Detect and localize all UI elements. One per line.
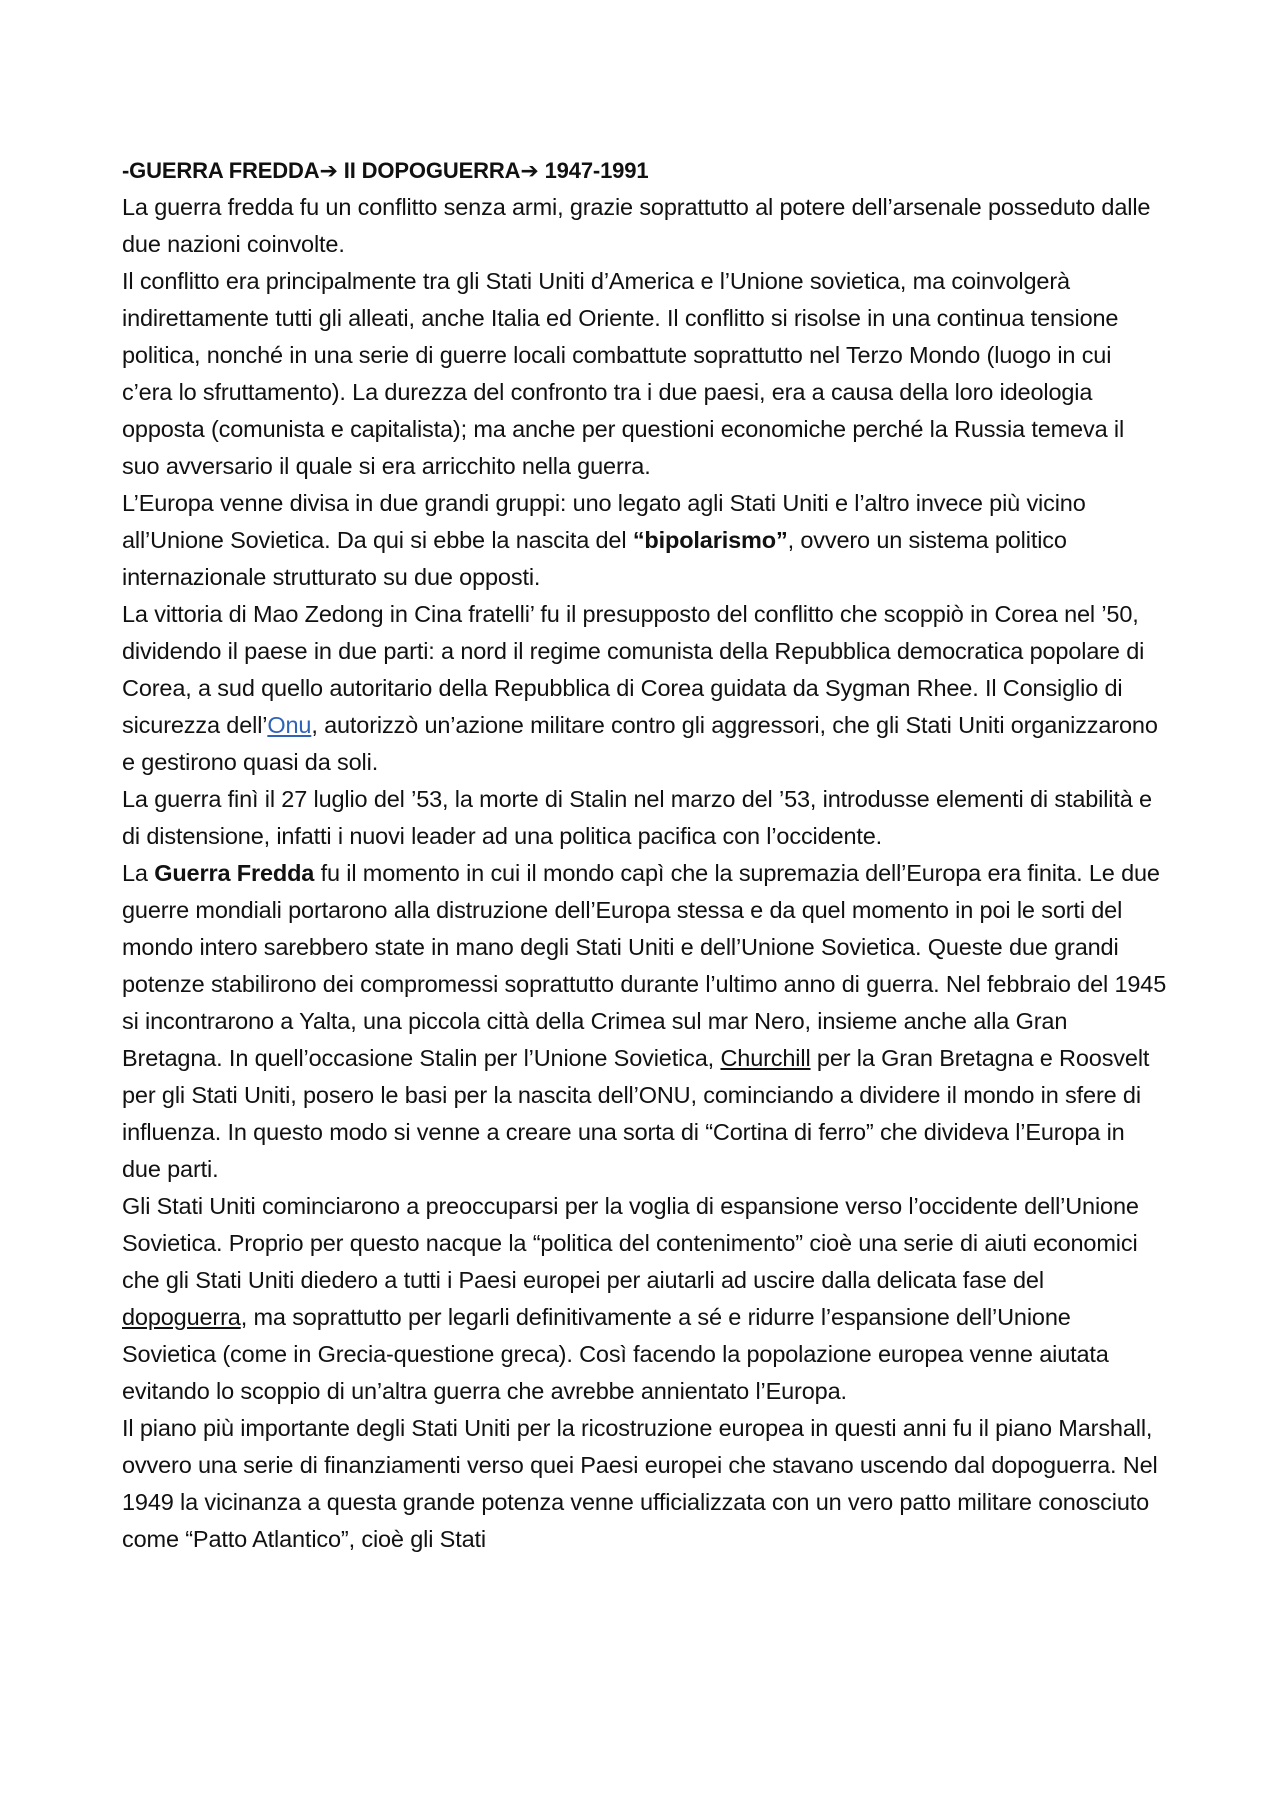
dopoguerra-underlined: dopoguerra xyxy=(122,1304,241,1330)
title-part-1: -GUERRA FREDDA xyxy=(122,158,320,183)
paragraph-conflict: Il conflitto era principalmente tra gli Stati Uniti d’America e l’Unione sovietica, ma coinvolgerà indirettamente tutti gli alleati, anche Italia ed Oriente. Il conflitto si risolse in una continua tensione politica, nonché in una serie di guerre locali combattute soprattutto nel Terzo Mondo (luogo in cui c’era lo sfruttamento). La durezza del confronto tra i due paesi, era a causa della loro ideologia opposta (comunista e capitalista); ma anche per questioni economiche perché la Russia temeva il suo avversario il quale si era arricchito nella guerra. xyxy=(122,268,1125,479)
onu-link[interactable]: Onu xyxy=(267,712,312,738)
text-segment: Gli Stati Uniti cominciarono a preoccuparsi per la voglia di espansione verso l’occidente dell’Unione Sovietica. Proprio per questo nacque la “politica del contenimento” cioè una serie di aiuti economici che gli Stati Uniti diedero a tutti i Paesi europei per aiutarli ad uscire dalla delicata fase del xyxy=(122,1193,1139,1293)
text-segment: per la Gran Bretagna e Roosvelt per gli Stati Uniti, posero le basi per la nascita dell’ONU, cominciando a dividere il mondo in sfere di influenza. In questo modo si venne a creare una sorta di “Cortina di ferro” che divideva l’Europa in due parti. xyxy=(122,1045,1150,1182)
title-part-2: II DOPOGUERRA xyxy=(337,158,521,183)
paragraph-intro: La guerra fredda fu un conflitto senza armi, grazie soprattutto al potere dell’arsenale posseduto dalle due nazioni coinvolte. xyxy=(122,194,1151,257)
paragraph-bipolarism xyxy=(122,485,1167,596)
text-segment: , ma soprattutto per legarli definitivamente a sé e ridurre l’espansione dell’Unione Sovietica (come in Grecia-questione greca). Così facendo la popolazione europea venne aiutata evitando lo scoppio di un’altra guerra che avrebbe annientato l’Europa. xyxy=(122,1304,1109,1404)
document-body xyxy=(122,152,1167,1558)
paragraph-war-end: La guerra finì il 27 luglio del ’53, la morte di Stalin nel marzo del ’53, introdusse elementi di stabilità e di distensione, infatti i nuovi leader ad una politica pacifica con l’occidente. xyxy=(122,786,1152,849)
right-arrow-icon: ➔ xyxy=(319,158,338,183)
paragraph-marshall: Il piano più importante degli Stati Uniti per la ricostruzione europea in questi anni fu il piano Marshall, ovvero una serie di finanziamenti verso quei Paesi europei che stavano uscendo dal dopoguerra. Nel 1949 la vicinanza a questa grande potenza venne ufficializzata con un vero patto militare conosciuto come “Patto Atlantico”, cioè gli Stati xyxy=(122,1415,1158,1552)
paragraph-korea xyxy=(122,596,1167,781)
page-title xyxy=(122,152,1167,189)
text-segment: fu il momento in cui il mondo capì che la supremazia dell’Europa era finita. Le due guerre mondiali portarono alla distruzione dell’Europa stessa e da quel momento in poi le sorti del mondo intero sarebbero state in mano degli Stati Uniti e dell’Unione Sovietica. Queste due grandi potenze stabilirono dei compromessi soprattutto durante l’ultimo anno di guerra. Nel febbraio del 1945 si incontrarono a Yalta, una piccola città della Crimea sul mar Nero, insieme anche alla Gran Bretagna. In quell’occasione Stalin per l’Unione Sovietica, xyxy=(122,860,1167,1071)
paragraph-cold-war xyxy=(122,855,1167,1188)
churchill-underlined: Churchill xyxy=(720,1045,811,1071)
bold-term: “bipolarismo” xyxy=(632,527,788,553)
text-segment: La vittoria di Mao Zedong in Cina fratelli’ fu il presupposto del conflitto che scoppiò in Corea nel ’50, dividendo il paese in due parti: a nord il regime comunista della Repubblica democratica popolare di Corea, a sud quello autoritario della Repubblica di Corea guidata da Sygman Rhee. Il Consiglio di sicurezza dell’ xyxy=(122,601,1145,738)
text-segment: L’Europa venne divisa in due grandi gruppi: uno legato agli Stati Uniti e l’altro invece più vicino all’Unione Sovietica. Da qui si ebbe la nascita del xyxy=(122,490,1086,553)
text-segment: , autorizzò un’azione militare contro gli aggressori, che gli Stati Uniti organizzarono e gestirono quasi da soli. xyxy=(122,712,1158,775)
right-arrow-icon: ➔ xyxy=(520,158,539,183)
text-segment: La xyxy=(122,860,155,886)
paragraph-containment xyxy=(122,1188,1167,1410)
text-segment: , ovvero un sistema politico internazionale strutturato su due opposti. xyxy=(122,527,1067,590)
title-years: 1947-1991 xyxy=(538,158,649,183)
bold-term: Guerra Fredda xyxy=(154,860,315,886)
